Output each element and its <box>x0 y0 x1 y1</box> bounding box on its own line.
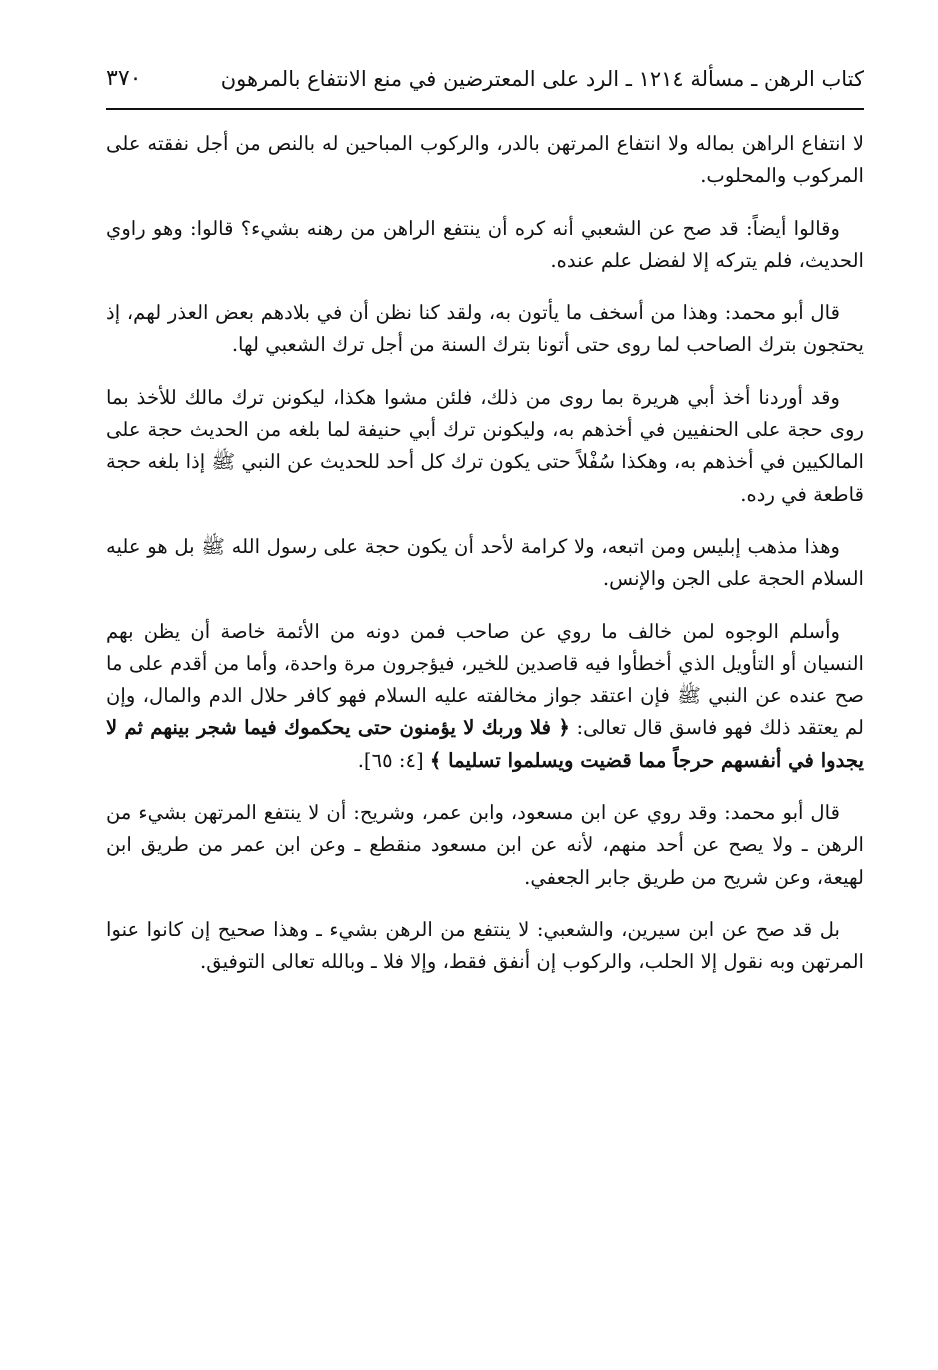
paragraph-6 <box>106 616 864 777</box>
page-number: ٣٧٠ <box>106 66 142 91</box>
paragraph-7: قال أبو محمد: وقد روي عن ابن مسعود، وابن عمر، وشريح: أن لا ينتفع المرتهن بشيء من الرهن ـ ولا يصح عن أحد منهم، لأنه عن ابن مسعود منقطع ـ وعن ابن عمر من طريق ابن لهيعة، وعن شريح من طريق جابر الجعفي. <box>106 801 864 889</box>
page-body <box>106 128 864 999</box>
paragraph-3: قال أبو محمد: وهذا من أسخف ما يأتون به، ولقد كنا نظن أن في بلادهم بعض العذر لهم، إذ يحتجون بترك الصاحب لما روى حتى أتونا بترك السنة من أجل ترك الشعبي لها. <box>106 301 864 357</box>
paragraph-2: وقالوا أيضاً: قد صح عن الشعبي أنه كره أن ينتفع الراهن من رهنه بشيء؟ قالوا: وهو راوي الحديث، فلم يتركه إلا لفضل علم عنده. <box>106 216 864 272</box>
paragraph-4: وقد أوردنا أخذ أبي هريرة بما روى من ذلك، فلئن مشوا هكذا، ليكونن ترك مالك للأخذ بما روى حجة على الحنفيين في أخذهم به، وليكونن ترك أبي حنيفة لما بلغه من الحديث حجة على المالكيين في أخذهم به، وهكذا سُفْلاً حتى يكون ترك كل أحد للحديث عن النبي ﷺ إذا بلغه حجة قاطعة في رده. <box>106 385 864 506</box>
paragraph-6-text: وأسلم الوجوه لمن خالف ما روي عن صاحب فمن دونه من الأئمة خاصة أن يظن بهم النسيان أو التأويل الذي أخطأوا فيه قاصدين للخير، فيؤجرون مرة واحدة، وأما من أقدم على ما صح عنده عن النبي ﷺ فإن اعتقد جواز مخالفته عليه السلام فهو كافر حلال الدم والمال، وإن لم يعتقد ذلك فهو فاسق قال تعالى: <box>106 619 864 740</box>
header-title: كتاب الرهن ـ مسألة ١٢١٤ ـ الرد على المعترضين في منع الانتفاع بالمرهون <box>220 67 864 91</box>
paragraph-1: لا انتفاع الراهن بماله ولا انتفاع المرتهن بالدر، والركوب المباحين له بالنص من أجل نفقته على المركوب والمحلوب. <box>106 132 864 188</box>
quran-verse: ﴿ فلا وربك لا يؤمنون حتى يحكموك فيما شجر بينهم ثم لا يجدوا في أنفسهم حرجاً مما قضيت ويسلموا تسليما ﴾ <box>106 716 864 772</box>
paragraph-5: وهذا مذهب إبليس ومن اتبعه، ولا كرامة لأحد أن يكون حجة على رسول الله ﷺ بل هو عليه السلام الحجة على الجن والإنس. <box>106 534 864 591</box>
verse-reference: [٤: ٦٥]. <box>357 748 430 772</box>
paragraph-8: بل قد صح عن ابن سيرين، والشعبي: لا ينتفع من الرهن بشيء ـ وهذا صحيح إن كانوا عنوا المرتهن وبه نقول إلا الحلب، والركوب إن أنفق فقط، وإلا فلا ـ وبالله تعالى التوفيق. <box>106 917 864 974</box>
running-header <box>106 60 864 110</box>
